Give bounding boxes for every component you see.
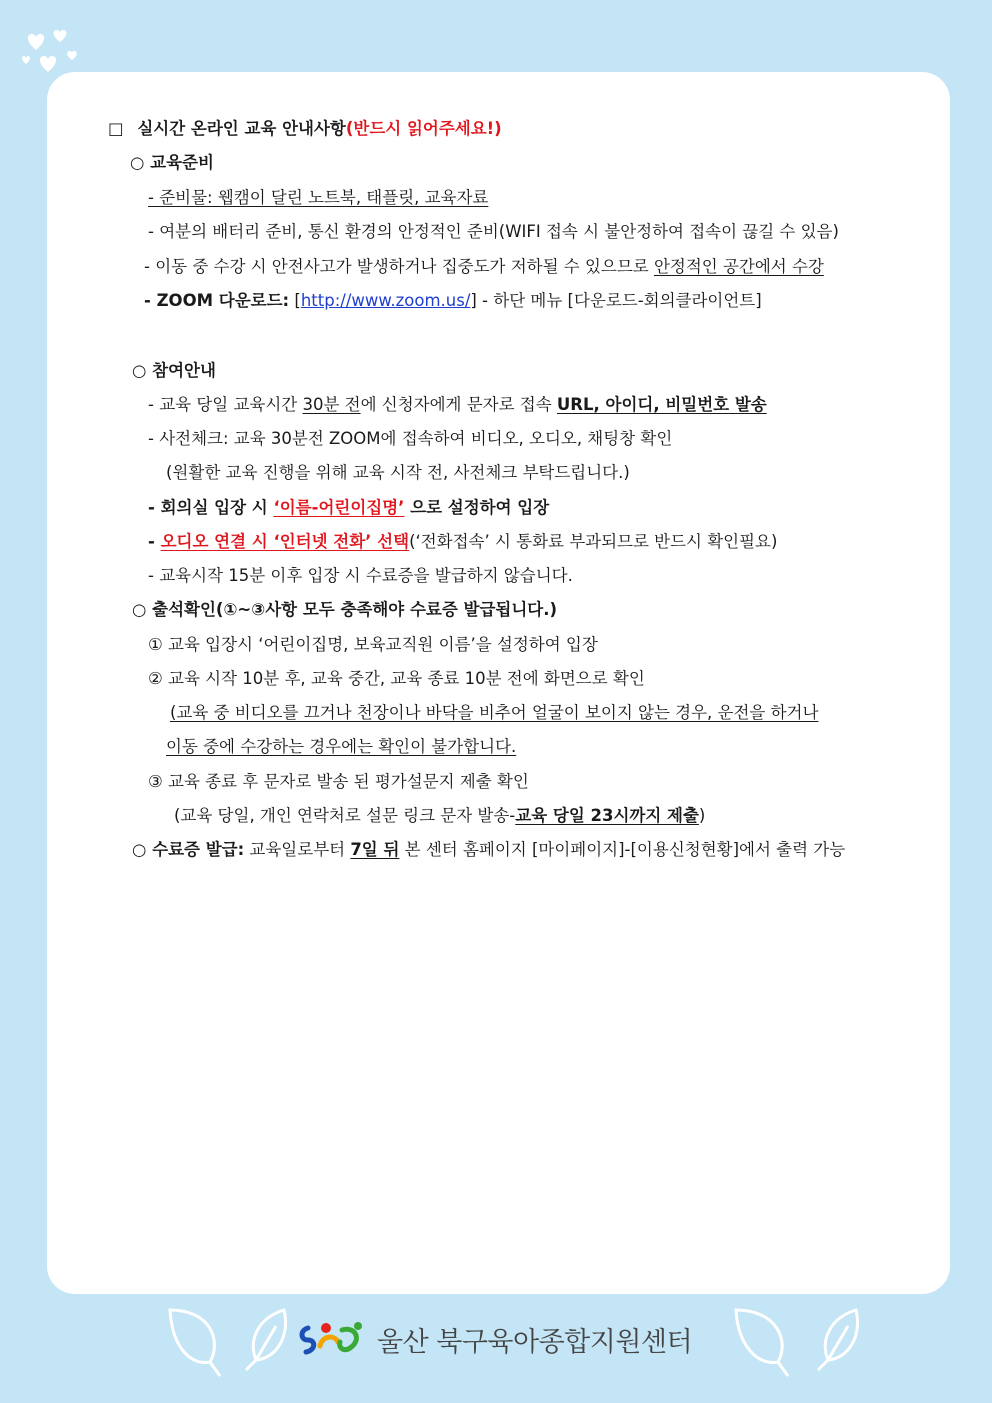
join-heading: ○ 참여안내 xyxy=(132,361,216,380)
attendance-item-3: ③ 교육 종료 후 문자로 발송 된 평가설문지 제출 확인 xyxy=(148,772,529,791)
leaf-icon xyxy=(808,1304,868,1374)
safety-text: - 이동 중 수강 시 안전사고가 발생하거나 집중도가 저하될 수 있으므로 xyxy=(144,257,654,276)
notice-title xyxy=(108,118,502,140)
title-text: 실시간 온라인 교육 안내사항 xyxy=(137,119,346,138)
safety-underline: 안정적인 공간에서 수강 xyxy=(653,257,824,276)
join-item-name xyxy=(148,497,549,519)
attendance-heading: ○ 출석확인(①~③사항 모두 충족해야 수료증 발급됩니다.) xyxy=(132,600,558,619)
sms-credentials: URL, 아이디, 비밀번호 발송 xyxy=(556,395,767,414)
name-format: ‘이름-어린이집명’ xyxy=(273,498,405,517)
audio-note: (‘전화접속’ 시 통화료 부과되므로 반드시 확인필요) xyxy=(409,532,778,551)
audio-dash: - xyxy=(148,532,161,551)
name-text-1: - 회의실 입장 시 xyxy=(148,498,274,517)
org-name: 울산 북구육아종합지원센터 xyxy=(377,1327,693,1358)
sms-text-2: 에 신청자에게 문자로 접속 xyxy=(360,395,557,414)
sms-text-1: - 교육 당일 교육시간 xyxy=(148,395,303,414)
survey-deadline: 교육 당일 23시까지 제출 xyxy=(515,806,699,825)
leaf-icon xyxy=(236,1304,296,1374)
prep-item-supplies: - 준비물: 웹캠이 달린 노트북, 태플릿, 교육자료 xyxy=(148,188,489,207)
attendance-item-2: ② 교육 시작 10분 후, 교육 중간, 교육 종료 10분 전에 화면으로 확인 xyxy=(148,669,645,688)
certificate-text-1: 교육일로부터 xyxy=(244,840,351,859)
hearts-icon xyxy=(16,20,86,80)
zoom-label: - ZOOM 다운로드: xyxy=(144,291,290,310)
org-logo-icon xyxy=(298,1318,370,1360)
leaf-icon xyxy=(160,1300,230,1380)
certificate-days: 7일 뒤 xyxy=(350,840,400,859)
certificate-label: ○ 수료증 발급: xyxy=(132,840,245,859)
survey-text: (교육 당일, 개인 연락처로 설문 링크 문자 발송- xyxy=(174,806,516,825)
certificate-text-2: 본 센터 홈페이지 [마이페이지]-[이용신청현황]에서 출력 가능 xyxy=(399,840,846,859)
title-emphasis: (반드시 읽어주세요!) xyxy=(345,119,502,138)
zoom-bracket: [ xyxy=(289,291,301,310)
join-item-precheck: - 사전체크: 교육 30분전 ZOOM에 접속하여 비디오, 오디오, 채팅창 확인 xyxy=(148,429,673,448)
prep-item-zoom xyxy=(144,290,762,312)
attendance-note-1: (교육 중 비디오를 끄거나 천장이나 바닥을 비추어 얼굴이 보이지 않는 경우, 운전을 하거나 xyxy=(170,703,819,722)
attendance-survey-note xyxy=(174,805,705,827)
join-item-sms xyxy=(148,394,767,416)
attendance-item-1: ① 교육 입장시 ‘어린이집명, 보육교직원 이름’을 설정하여 입장 xyxy=(148,635,598,654)
prep-item-safety xyxy=(144,256,824,278)
certificate-info xyxy=(132,839,845,861)
prep-item-battery: - 여분의 배터리 준비, 통신 환경의 안정적인 준비(WIFI 접속 시 불안정하여 접속이 끊길 수 있음) xyxy=(148,222,839,241)
join-item-precheck-note: (원활한 교육 진행을 위해 교육 시작 전, 사전체크 부탁드립니다.) xyxy=(166,463,630,482)
zoom-rest: ] - 하단 메뉴 [다운로드-회의클라이언트] xyxy=(470,291,762,310)
leaf-icon xyxy=(728,1300,798,1380)
zoom-link[interactable]: http://www.zoom.us/ xyxy=(300,291,471,310)
checkbox-symbol: □ xyxy=(108,119,124,138)
audio-emphasis: 오디오 연결 시 ‘인터넷 전화’ 선택 xyxy=(160,532,410,551)
attendance-note-2: 이동 중에 수강하는 경우에는 확인이 불가합니다. xyxy=(166,737,517,756)
sms-time: 30분 전 xyxy=(302,395,361,414)
join-item-audio xyxy=(148,531,777,553)
prep-heading: ○ 교육준비 xyxy=(130,153,214,172)
name-text-2: 으로 설정하여 입장 xyxy=(404,498,550,517)
join-item-late: - 교육시작 15분 이후 입장 시 수료증을 발급하지 않습니다. xyxy=(148,566,573,585)
survey-close: ) xyxy=(698,806,706,825)
